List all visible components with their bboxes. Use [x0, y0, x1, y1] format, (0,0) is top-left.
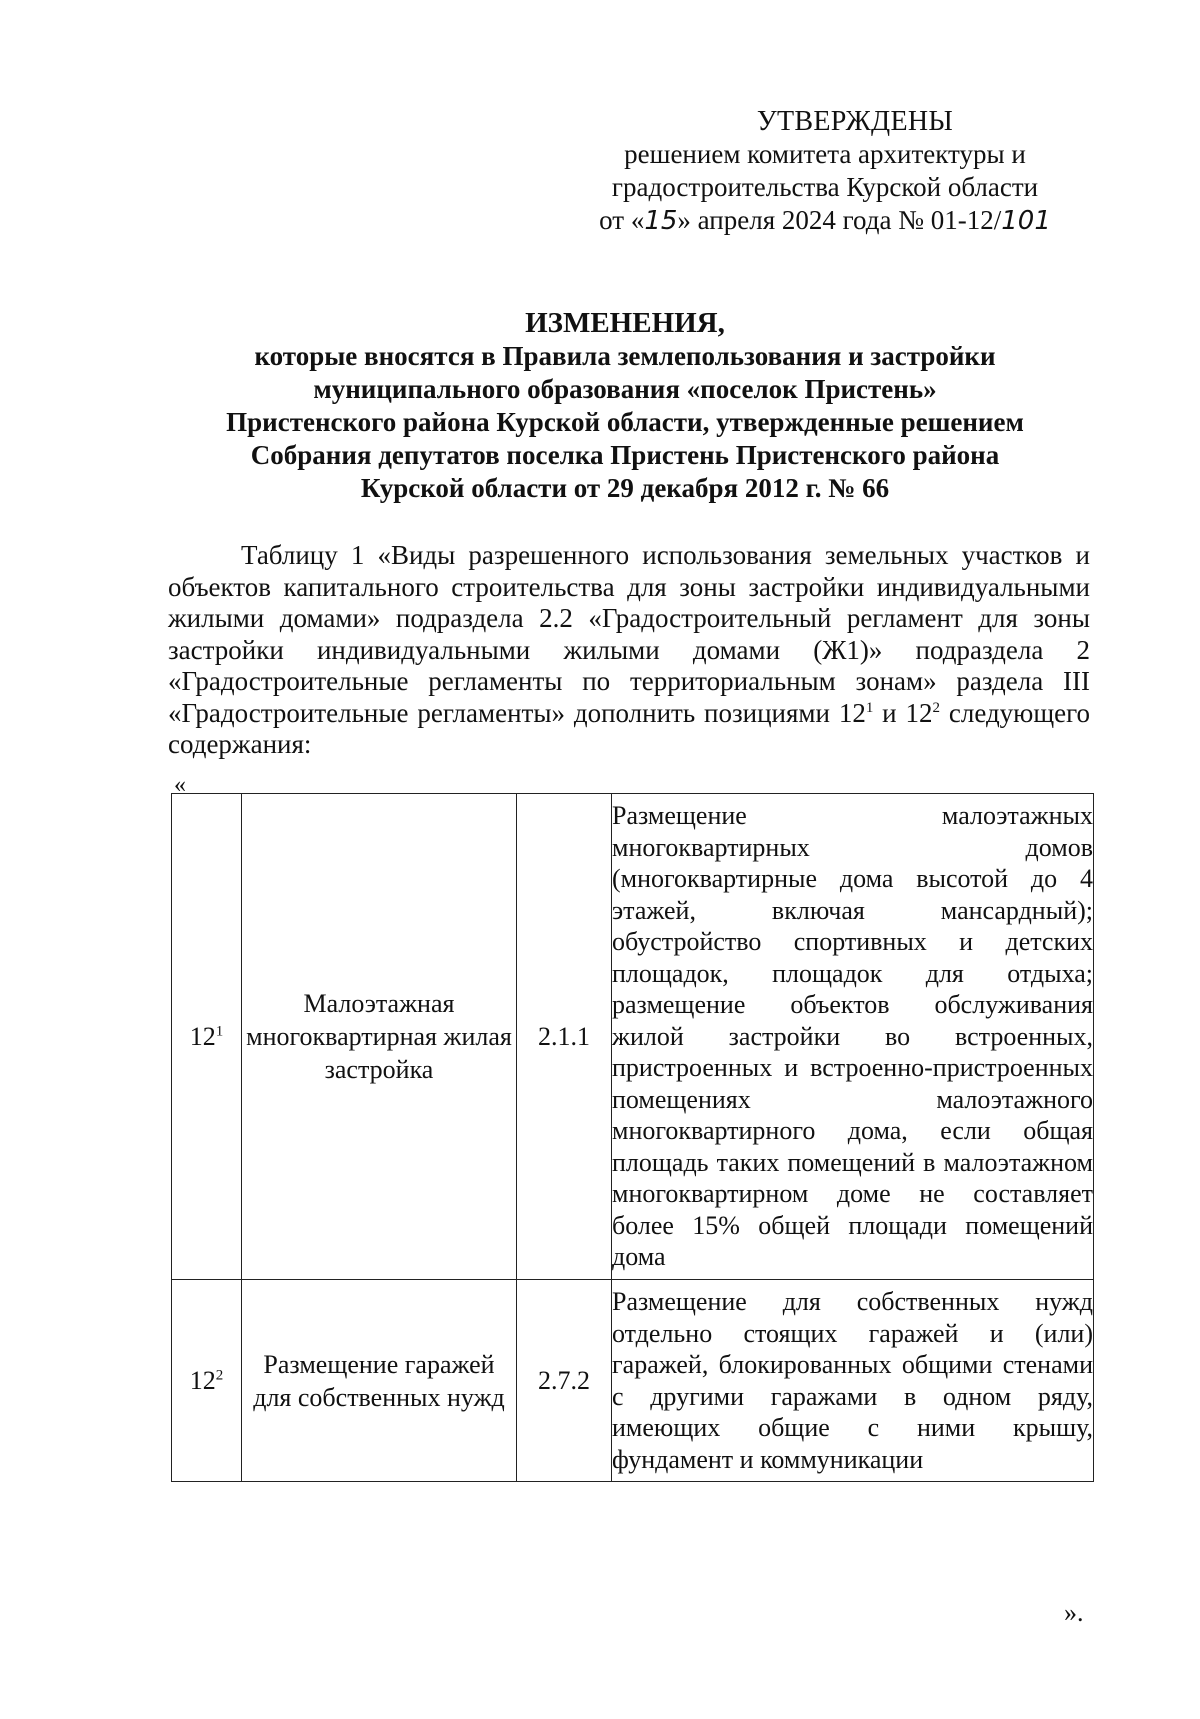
position-1: $12^1$ — [838, 697, 874, 728]
row-description: Размещение для собственных нужд отдельно стоящих гаражей и (или) гаражей, блокированных общими стенами с другими гаражами в одном ряду, имеющих общие с ними крышу, фундамент и коммуникации — [612, 1280, 1094, 1482]
title-line-3: Пристенского района Курской области, утвержденные решением — [226, 407, 1024, 437]
paragraph-tail: следующего содержания: — [168, 697, 1091, 759]
approval-date-middle: » апреля 2024 года № 01-12/ — [677, 205, 1002, 235]
row-code: 2.7.2 — [517, 1280, 612, 1482]
table-row — [172, 1280, 1094, 1482]
approval-date-line — [575, 204, 1075, 238]
approval-line-2: градостроительства Курской области — [611, 172, 1039, 202]
row-code: 2.1.1 — [517, 794, 612, 1280]
row-name: Размещение гаражей для собственных нужд — [242, 1280, 517, 1482]
position-2: $12^2$ — [905, 697, 940, 728]
approval-date-prefix: от « — [599, 205, 645, 235]
amendment-paragraph: Таблицу 1 «Виды разрешенного использования земельных участков и объектов капитального строительства для зоны застройки индивидуальными жилыми домами» подраздела 2.2 «Градостроительный регламент для зоны застройки индивидуальными жилыми домами (Ж1)» подраздела 2 «Градостроительные регламенты по территориальным зонам» раздела III «Градостроительные регламенты» дополнить позициями $12^1$ и $12^2$ следующего содержания: — [168, 540, 1091, 759]
approval-block — [575, 105, 1075, 238]
row-name: Малоэтажная многоквартирная жилая застройка — [242, 794, 517, 1280]
quote-open: « — [174, 772, 186, 798]
approval-heading: УТВЕРЖДЕНЫ — [756, 106, 954, 137]
approval-line-1: решением комитета архитектуры и — [624, 139, 1026, 169]
row-number: $12^2$ — [172, 1280, 242, 1482]
approval-date-day: 15 — [644, 206, 678, 236]
row-number: $12^1$ — [172, 794, 242, 1280]
title-line-5: Курской области от 29 декабря 2012 г. № 66 — [360, 473, 890, 503]
title-line-4: Собрания депутатов поселка Пристень Пристенского района — [250, 440, 1000, 470]
approval-doc-number: 101 — [1001, 206, 1051, 236]
title-line-2: муниципального образования «поселок Пристень» — [313, 374, 937, 404]
title-line-1: которые вносятся в Правила землепользования и застройки — [254, 341, 996, 371]
document-title — [160, 307, 1090, 505]
amendment-table — [171, 793, 1094, 1482]
row-description: Размещение малоэтажных многоквартирных домов (многоквартирные дома высотой до 4 этажей, включая мансардный); обустройство спортивных и детских площадок, площадок для отдыха; размещение объектов обслуживания жилой застройки во встроенных, пристроенных и встроенно-пристроенных помещениях малоэтажного многоквартирного дома, если общая площадь таких помещений в малоэтажном многоквартирном доме не составляет более 15% общей площади помещений дома — [612, 794, 1094, 1280]
paragraph-text: Таблицу 1 «Виды разрешенного использования земельных участков и объектов капитального строительства для зоны застройки индивидуальными жилыми домами» подраздела 2.2 «Градостроительный регламент для зоны застройки индивидуальными жилыми домами (Ж1)» подраздела 2 «Градостроительные регламенты по территориальным зонам» раздела III «Градостроительные регламенты» дополнить позициями — [168, 540, 1090, 728]
quote-close: ». — [1064, 1598, 1084, 1627]
title-main: ИЗМЕНЕНИЯ, — [525, 307, 725, 339]
table-row — [172, 794, 1094, 1280]
